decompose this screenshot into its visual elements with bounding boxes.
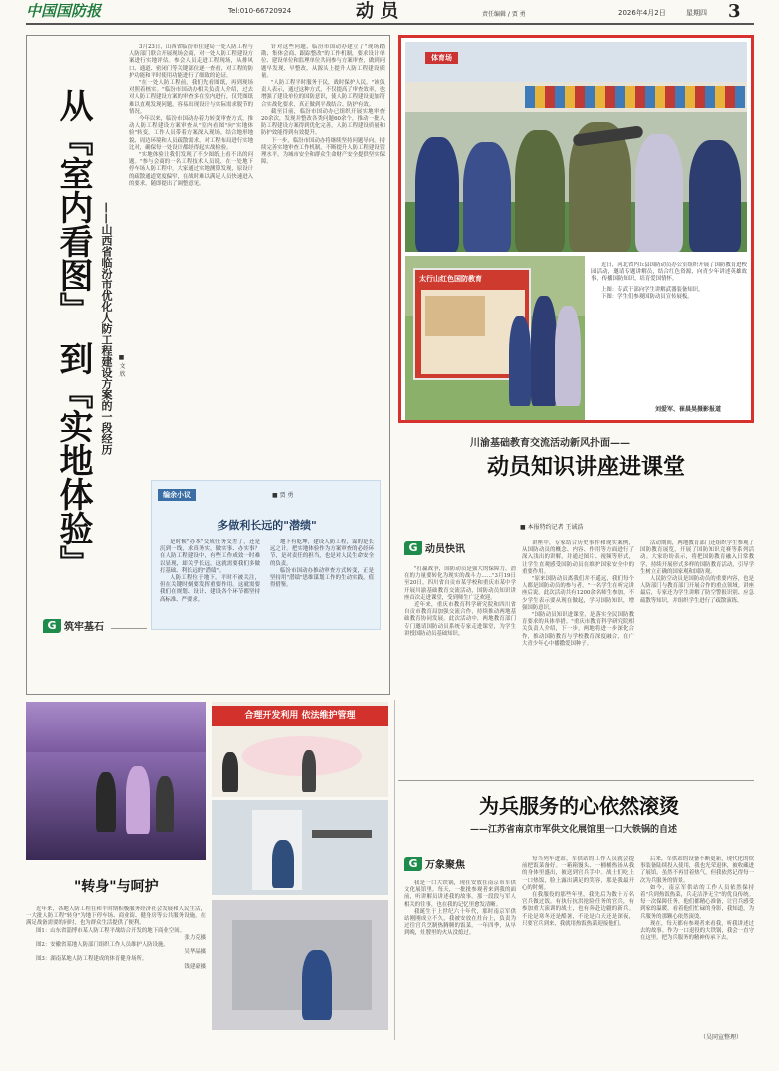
lead-paragraph: "人防工程平时服务于民，战时保护人民。"该负责人表示，通过这种方式，不仅提高了审查效率，也增强了建设单位的国防意识，使人防工程建设更加符合实战化要求，真正做到平战结合、防护有效。 — [261, 80, 385, 108]
editorial-body-col1 — [160, 539, 260, 627]
lecture-body-col3 — [640, 540, 754, 776]
lecture-paragraph: 人民防空动员是国防动员的重要内容，也是人防部门与教育部门开展合作的重点领域。讲座最后，专家还为学生讲解了防空警报识别、应急疏散等知识，并组织学生进行了疏散演练。 — [640, 576, 754, 604]
caption-line: 近日，河北省内丘县国防动员办公室组织开展了国防教育进校园活动，邀请专题讲解员，结合红色资源，向青少年讲述英雄故事，传播国防知识，培育爱国情怀。 — [591, 262, 747, 283]
lecture-author-mark: ■ — [520, 524, 526, 531]
board-title: 太行山红色国防教育 — [419, 275, 482, 283]
section-g-icon: G — [404, 857, 422, 871]
photo-exhibition-board — [405, 256, 585, 420]
museum-credit: （吴同宣整理） — [700, 1034, 743, 1041]
photo-gym — [212, 800, 388, 895]
lead-author-mark: ■ — [118, 354, 125, 361]
subway-paragraph: 图1：山东省淄博市某人防工程平战结合开发的地下商业空间。 — [36, 927, 185, 934]
editorial-paragraph: 人防工程位于地下，平时不被关注，但在关键时刻要发挥重要作用。这就需要我们在规划、设计、建设各个环节都坚持高标准、严要求。 — [160, 575, 260, 603]
editorial-author-mark: ■ — [272, 492, 278, 499]
section-label-text: 动员快讯 — [425, 544, 465, 555]
museum-headline: 为兵服务的心依然滚烫 — [479, 794, 679, 818]
lead-body-col1 — [129, 44, 253, 504]
lead-body-col2 — [261, 44, 385, 504]
subway-credit: 吴华晶摄 — [184, 949, 206, 956]
facility-sign: 合理开发利用 依法维护管理 — [212, 706, 388, 726]
section-g-icon: G — [404, 541, 422, 555]
section-label-text: 筑牢基石 — [64, 622, 104, 633]
section-label-zhulao — [43, 618, 104, 633]
subway-paragraph: 图2：安徽省某地人防部门组织工作人员维护人防设施。 — [36, 942, 169, 949]
photo-credit: 刘爱军、崔晨昊摄影报道 — [655, 406, 722, 413]
lecture-paragraph: "国防动员知识进课堂，是落实全民国防教育要求的具体举措。"重庆市教育科学研究院相关负责人介绍，下一步，两地将进一步深化合作，推动国防教育与学校教育深度融合，在广大青少年心中播撒爱国种子。 — [522, 612, 634, 647]
lecture-headline: 动员知识讲座进课堂 — [486, 454, 685, 480]
subway-credit: 张力克摄 — [184, 934, 206, 941]
page-number: 3 — [728, 1, 741, 22]
section-label-kuaixun — [404, 540, 465, 555]
editorial-paragraph: 地下有乾坤，建设人防工程，谋的是长远之计。把实地体验作为方案审查的必经环节，是对责任的担当，也是对人民生命安全的负责。 — [270, 539, 374, 567]
editorial-box — [151, 480, 381, 630]
header-date: 2026年4月2日 — [618, 9, 666, 17]
lecture-paragraph: "打赢战争，国防动员是强大的保障力，潜在的力量要转化为现实的战斗力……"3月19日至20日，四川省自贡市某学校和重庆市某中学开展川渝基础教育交流活动，国防动员知识讲座首次走进课堂，受到师生广泛欢迎。 — [404, 566, 516, 601]
column-divider — [394, 700, 395, 1040]
photo-equipment — [212, 900, 388, 1030]
photo-civil-defense-facility — [212, 702, 388, 797]
caption-line: 上图：专武干部向学生讲解武器装备知识。 — [601, 286, 704, 293]
museum-paragraph: 后来，军供站的设备不断更新，现代化的炊事装备陆续投入使用，我也光荣退休，被收藏进了展馆。虽然不再冒着热气，但我依然记得每一次为兵服务的情景。 — [640, 856, 754, 884]
lead-paragraph: 下一步，临汾市国动办将继续坚持问题导向，持续完善实地审查工作机制，不断提升人防工程建设管理水平，为城市安全和群众生命财产安全提供坚实保障。 — [261, 137, 385, 166]
lead-author: 文 欣 — [118, 362, 125, 377]
lecture-body-col2 — [522, 540, 634, 776]
lead-paragraph: "实地体验让我们发现了不少图纸上看不出的问题。"参与会商的一名工程技术人员说，在一处地下停车场人防工程中，大家通过实地测算发现，原设计的疏散通道宽度偏窄，在战时难以满足人员快速进入的要求，随即提出了调整意见。 — [129, 152, 253, 187]
lead-headline-1: 从『室内看图』 — [53, 88, 93, 326]
museum-paragraph: 我诞生于上世纪六十年代，那时南京军供站刚刚成立不久，我被安放在灶台上，负责为过往官兵烹制热腾腾的饭菜。一年四季，从早到晚，灶膛里的火从没熄过。 — [404, 908, 516, 937]
lead-byline — [117, 354, 126, 377]
museum-paragraph: 我是一口大铁锅，现在安放在南京市军供文化展馆里。每天，一批批参观者来到我的面前，听讲解员讲述我的故事。那一段段与军人相关的往事，也在我的记忆里愈发清晰。 — [404, 880, 516, 908]
header-editor: 责任编辑 / 贾 勇 — [482, 11, 526, 18]
lecture-paragraph: 讲座中，专家结合历史事件和现实案例，从国防动员的概念、内容、作用等方面进行了深入浅出的讲解，并通过图片、视频等形式，让学生直观感受国防动员在维护国家安全中的重要作用。 — [522, 540, 634, 575]
lead-paragraph: 截至目前，临汾市国动办已组织开展实地审查20余次，发现并整改各类问题60余个，推动一批人防工程建设方案得到优化完善，人防工程建设质量和防护效能得到有效提升。 — [261, 108, 385, 137]
lead-headline-2: 到『实地体验』 — [53, 341, 93, 579]
photo-weapons-explanation — [405, 42, 747, 252]
lead-paragraph: 3月23日，山西省临汾市住建局一处人防工程与人防部门联合开展现场会商，对一处人防工程建设方案进行实地评估。参会人员走进工程现场，从排风口、通道、密闭门等关键部位逐一查看，对工程的防护功能和平时使用功能进行了细致的论证。 — [129, 44, 253, 79]
section-title: 动 员 — [356, 1, 399, 22]
museum-body-col3 — [640, 856, 754, 1028]
photo-underground-street — [26, 702, 206, 860]
header-phone: Tel:010-66720924 — [228, 7, 292, 15]
editorial-paragraph: 临汾市国动办推动审查方式转变，正是坚持用"潜绩"思维谋划工作的生动实践，值得借鉴。 — [270, 567, 374, 589]
section-g-icon: G — [43, 619, 61, 633]
subway-title: "转身"与呵护 — [74, 879, 159, 895]
masthead: 中国国防报 — [26, 2, 102, 20]
lecture-kicker: 川渝基础教育交流活动新风扑面—— — [470, 438, 630, 449]
museum-body-col2 — [522, 856, 634, 1040]
lecture-byline — [520, 522, 584, 531]
museum-paragraph: 如今，南京军供站的工作人员依然保持着"兵到热饭热菜，兵走洁净无尘"的优良传统。每一次保障任务，他们都精心准备，让官兵感受到家的温暖。看着他们忙碌的身影，我知道，为兵服务的那颗心依然滚烫。 — [640, 884, 754, 920]
lead-paragraph: 针对这些问题，临汾市国动办建立了"现场踏勘、集体会商、跟踪整改"的工作机制，要求设计单位、建设单位和监理单位共同参与方案审查，做到问题早发现、早整改，从源头上提升人防工程建设质量。 — [261, 44, 385, 79]
lead-subhead: ——山西省临汾市优化人防工程建设方案的一段经历 — [100, 202, 113, 455]
lecture-paragraph: 活动期间，两地教育部门还组织学生参观了国防教育展览，开展了国防知识竞赛等系列活动。大家纷纷表示，将把国防教育融入日常教学，持续开展形式多样的国防教育活动，引导学生树立正确的国家观和国防观。 — [640, 540, 754, 575]
section-label-wanxiang — [404, 856, 465, 871]
museum-paragraph: 现在，每天都有参观者来看我，听我讲述过去的故事。作为一口退役的大铁锅，我会一直守在这里，把为兵服务的精神传承下去。 — [640, 920, 754, 942]
editorial-byline — [272, 490, 294, 499]
lead-paragraph: 今年以来，临汾市国动办着力转变审查方式，推动人防工程建设方案审查从"室内看图"向"实地体验"转变。工作人员带着方案深入现场，结合地形地貌、周边环境和人员疏散需求，对工程布局进行实地比对，确保每一处设计都经得起实战检验。 — [129, 116, 253, 151]
subway-credit: 钱建豪摄 — [184, 963, 206, 970]
lecture-body-col1 — [404, 566, 516, 776]
photo-caption — [591, 262, 747, 392]
caption-line: 下图：学生们参观国防动员宣传展板。 — [601, 293, 693, 300]
lecture-bottom-rule — [398, 780, 754, 781]
stadium-sign: 体育场 — [425, 52, 458, 64]
museum-body-col1 — [404, 880, 516, 1040]
subway-paragraph: 图3：湖南某地人防工程建成的体育健身场所。 — [36, 956, 148, 963]
editorial-body-col2 — [270, 539, 374, 627]
editorial-title: 多做利长远的"潜绩" — [217, 519, 317, 532]
section-label-text: 万象聚焦 — [425, 860, 465, 871]
section-label-rule — [111, 628, 147, 629]
museum-subhead: ——江苏省南京市军供文化展馆里一口大铁锅的自述 — [470, 825, 678, 835]
subway-paragraph: 近年来，各地人防工程在和平时期积极服务经济社会发展和人民生活，一大批人防工程"转身"为地下停车场、商业街、健身房等公共服务设施，在满足战备需要的同时，也为群众生活提供了便利。 — [26, 906, 206, 927]
museum-paragraph: 在我服役的那些年里，我先后为数十万名官兵做过饭。有执行抗洪抢险任务的官兵，有参加重大演训的战士，也有奔赴边疆的新兵。不论是寒冬还是酷暑，不论是白天还是深夜，只要官兵到来，我就用热饭热菜迎接他们。 — [522, 892, 634, 927]
subway-body — [26, 906, 206, 1030]
lecture-author: 本报特约记者 王诚浩 — [527, 524, 584, 531]
lecture-paragraph: "原来国防动员离我们并不遥远，我们每个人都是国防动员的参与者。"一名学生在听完讲座后说。此次活动共有1200余名师生参加，不少学生表示要从现在做起，学习国防知识，增强国防意识。 — [522, 576, 634, 611]
photo-feature-box — [398, 35, 754, 423]
lead-article-box — [26, 35, 390, 695]
header-weekday: 星期四 — [686, 9, 707, 17]
header-rule — [26, 23, 754, 25]
editorial-author: 贾 勇 — [279, 492, 294, 499]
editorial-paragraph: 是时候"办本"交成任务交差了，还是沉到一线，求真务实，做实事、办实事？在人防工程建设中，有些工作成效一时难以显现，却关乎长远，这就需要我们多做打基础、利长远的"潜绩"。 — [160, 539, 260, 574]
museum-paragraph: 每当列车进站，军供站的工作人员就会提前把饭菜备好。一箱箱馒头、一桶桶热汤从我的身体里盛出，被送到官兵手中。战士们吃上一口热饭，脸上露出满足的笑容，那是我最开心的时刻。 — [522, 856, 634, 891]
lead-paragraph: "在一处人防工程前，我们先看图纸，再到现场对照着核实。"临汾市国动办相关负责人介绍，过去对人防工程建设方案的审查多在室内进行，仅凭图纸难以直观发现问题，容易出现设计与实际需求脱节的情况。 — [129, 80, 253, 115]
lecture-paragraph: 近年来，重庆市教育科学研究院和四川省自贡市教育局加强交流合作，持续推动两地基础教育协同发展。此次活动中，两地教育部门专门邀请国防动员系统专家走进课堂，为学生讲授国防动员基础知识。 — [404, 602, 516, 637]
editorial-label: 编余小议 — [158, 489, 196, 501]
